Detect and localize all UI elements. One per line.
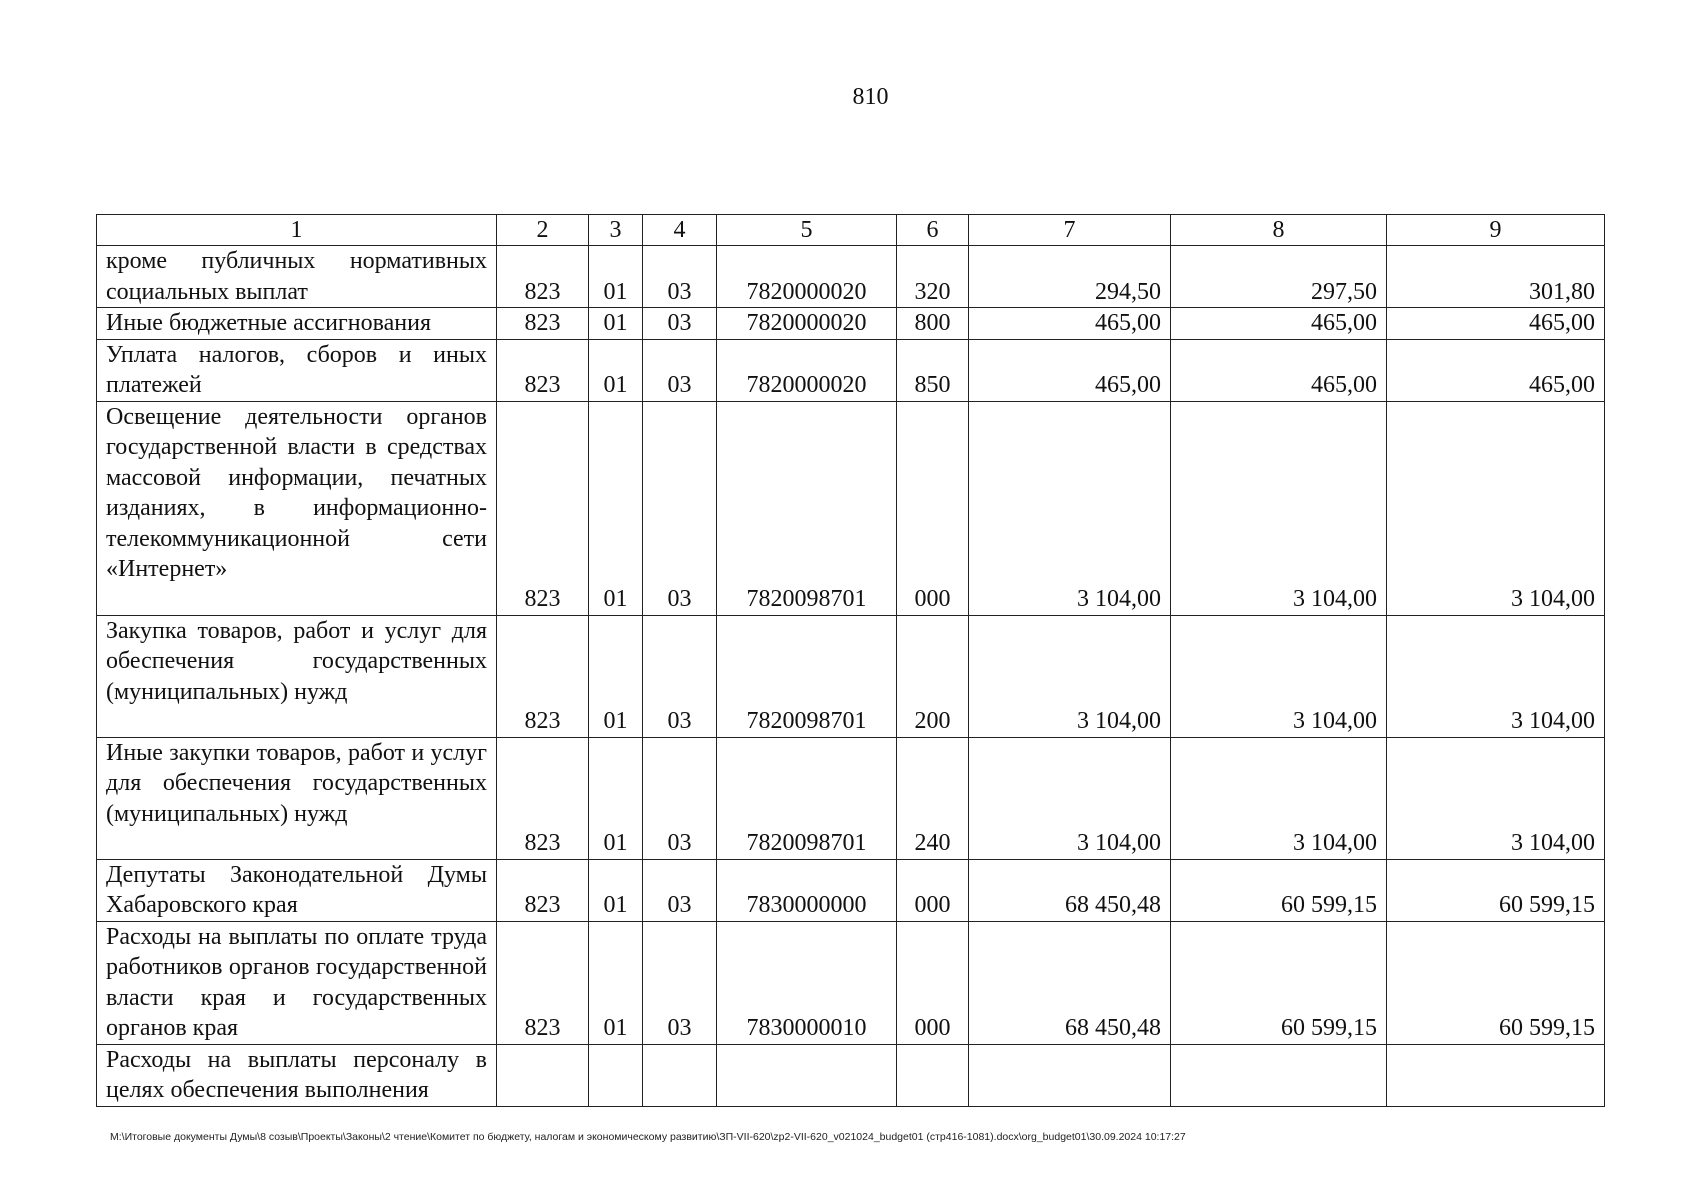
cell-c8: 60 599,15: [1171, 921, 1387, 1044]
cell-c8: 3 104,00: [1171, 737, 1387, 859]
cell-c9: 3 104,00: [1387, 615, 1605, 737]
table-row: [97, 308, 1605, 340]
cell-c5: 7820000020: [717, 339, 897, 401]
cell-c9: 465,00: [1387, 308, 1605, 340]
cell-c9: 301,80: [1387, 246, 1605, 308]
cell-c7: 294,50: [969, 246, 1171, 308]
cell-c7: 68 450,48: [969, 921, 1171, 1044]
cell-c4: 03: [643, 246, 717, 308]
cell-c4: [643, 1044, 717, 1106]
column-header: 9: [1387, 215, 1605, 246]
row-name: Расходы на выплаты персоналу в целях обеспечения выполнения: [97, 1044, 497, 1106]
cell-c8: 297,50: [1171, 246, 1387, 308]
cell-c9: 465,00: [1387, 339, 1605, 401]
cell-c7: 3 104,00: [969, 401, 1171, 615]
cell-c8: 465,00: [1171, 339, 1387, 401]
cell-c9: [1387, 1044, 1605, 1106]
column-header: 3: [589, 215, 643, 246]
cell-c6: 000: [897, 401, 969, 615]
row-name: Закупка товаров, работ и услуг для обеспечения государственных (муниципальных) нужд: [97, 615, 497, 737]
cell-c3: 01: [589, 737, 643, 859]
row-name: Иные бюджетные ассигнования: [97, 308, 497, 340]
file-path-footer: M:\Итоговые документы Думы\8 созыв\Проекты\Законы\2 чтение\Комитет по бюджету, налогам и экономическому развитию\ЗП-VII-620\zp2-VII-620_v021024_budget01 (стр416-1081).docx\org_budget01\30.09.2024 10:17:27: [110, 1131, 1186, 1143]
table-row: [97, 921, 1605, 1044]
cell-c6: 320: [897, 246, 969, 308]
cell-c2: 823: [497, 859, 589, 921]
cell-c9: 3 104,00: [1387, 401, 1605, 615]
row-name: Иные закупки товаров, работ и услуг для обеспечения государственных (муниципальных) нужд: [97, 737, 497, 859]
cell-c9: 3 104,00: [1387, 737, 1605, 859]
cell-c3: 01: [589, 401, 643, 615]
column-header: 2: [497, 215, 589, 246]
cell-c3: 01: [589, 246, 643, 308]
row-name: Освещение деятельности органов государственной власти в средствах массовой информации, печатных изданиях, в информационно-телекоммуникационной сети «Интернет»: [97, 401, 497, 615]
table-row: [97, 1044, 1605, 1106]
cell-c4: 03: [643, 401, 717, 615]
row-name: Расходы на выплаты по оплате труда работников органов государственной власти края и государственных органов края: [97, 921, 497, 1044]
cell-c5: 7830000000: [717, 859, 897, 921]
cell-c5: 7820098701: [717, 401, 897, 615]
row-name: кроме публичных нормативных социальных выплат: [97, 246, 497, 308]
cell-c3: 01: [589, 339, 643, 401]
row-name: Депутаты Законодательной Думы Хабаровского края: [97, 859, 497, 921]
cell-c4: 03: [643, 308, 717, 340]
cell-c6: 850: [897, 339, 969, 401]
cell-c2: [497, 1044, 589, 1106]
table-row: [97, 615, 1605, 737]
cell-c2: 823: [497, 921, 589, 1044]
cell-c8: [1171, 1044, 1387, 1106]
cell-c8: 465,00: [1171, 308, 1387, 340]
cell-c2: 823: [497, 246, 589, 308]
table-header-row: [97, 215, 1605, 246]
cell-c2: 823: [497, 737, 589, 859]
budget-table: [96, 214, 1605, 1107]
cell-c3: 01: [589, 615, 643, 737]
table-row: [97, 339, 1605, 401]
column-header: 5: [717, 215, 897, 246]
column-header: 7: [969, 215, 1171, 246]
cell-c3: 01: [589, 859, 643, 921]
cell-c5: 7820098701: [717, 737, 897, 859]
column-header: 4: [643, 215, 717, 246]
cell-c6: 240: [897, 737, 969, 859]
cell-c7: 3 104,00: [969, 737, 1171, 859]
cell-c7: [969, 1044, 1171, 1106]
cell-c2: 823: [497, 401, 589, 615]
cell-c2: 823: [497, 339, 589, 401]
cell-c8: 60 599,15: [1171, 859, 1387, 921]
cell-c4: 03: [643, 339, 717, 401]
cell-c6: 000: [897, 921, 969, 1044]
table-row: [97, 246, 1605, 308]
cell-c7: 465,00: [969, 308, 1171, 340]
cell-c5: 7830000010: [717, 921, 897, 1044]
cell-c3: 01: [589, 308, 643, 340]
page-number: 810: [852, 84, 889, 110]
column-header: 6: [897, 215, 969, 246]
cell-c7: 3 104,00: [969, 615, 1171, 737]
cell-c7: 68 450,48: [969, 859, 1171, 921]
table-row: [97, 859, 1605, 921]
table-row: [97, 737, 1605, 859]
cell-c9: 60 599,15: [1387, 921, 1605, 1044]
cell-c7: 465,00: [969, 339, 1171, 401]
cell-c5: 7820000020: [717, 246, 897, 308]
cell-c5: [717, 1044, 897, 1106]
cell-c8: 3 104,00: [1171, 401, 1387, 615]
cell-c4: 03: [643, 737, 717, 859]
cell-c3: [589, 1044, 643, 1106]
column-header: 8: [1171, 215, 1387, 246]
cell-c6: 200: [897, 615, 969, 737]
cell-c5: 7820098701: [717, 615, 897, 737]
cell-c2: 823: [497, 615, 589, 737]
cell-c4: 03: [643, 859, 717, 921]
row-name: Уплата налогов, сборов и иных платежей: [97, 339, 497, 401]
cell-c5: 7820000020: [717, 308, 897, 340]
cell-c6: [897, 1044, 969, 1106]
cell-c4: 03: [643, 921, 717, 1044]
cell-c4: 03: [643, 615, 717, 737]
table-row: [97, 401, 1605, 615]
cell-c2: 823: [497, 308, 589, 340]
cell-c6: 000: [897, 859, 969, 921]
cell-c6: 800: [897, 308, 969, 340]
cell-c9: 60 599,15: [1387, 859, 1605, 921]
cell-c8: 3 104,00: [1171, 615, 1387, 737]
column-header: 1: [97, 215, 497, 246]
cell-c3: 01: [589, 921, 643, 1044]
